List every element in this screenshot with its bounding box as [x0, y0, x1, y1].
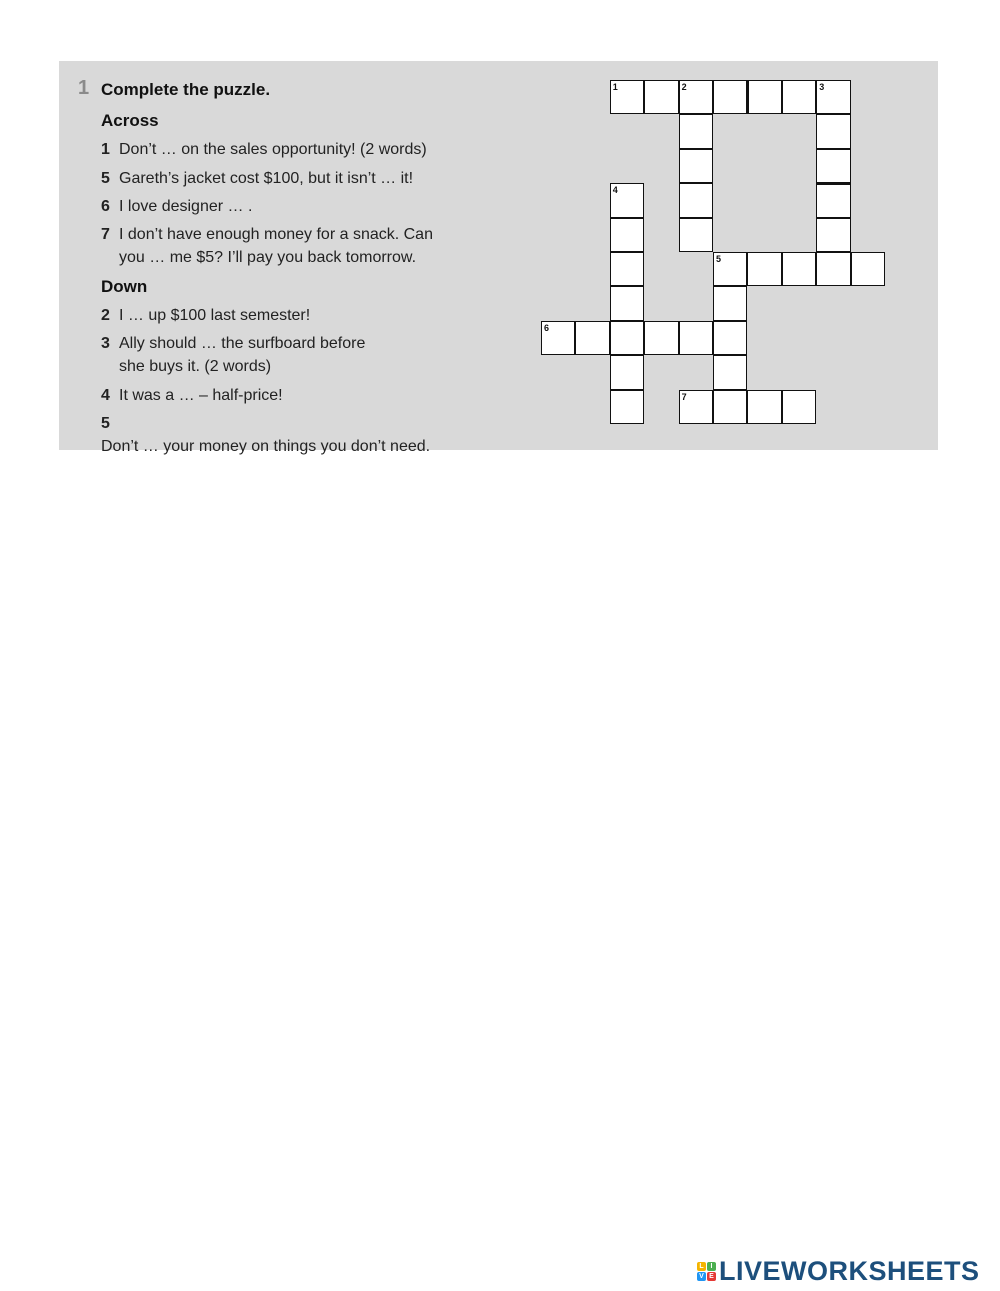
clue-text: I love designer … . [119, 198, 253, 215]
crossword-cell[interactable] [610, 183, 644, 217]
clue-number: 5 [101, 170, 110, 187]
cell-number: 1 [612, 82, 618, 92]
exercise-title: Complete the puzzle. [101, 80, 271, 99]
down-clue [101, 412, 461, 458]
clue-number: 7 [101, 226, 110, 243]
clue-number: 6 [101, 198, 110, 215]
exercise-panel [59, 61, 938, 455]
crossword-cell[interactable] [747, 390, 781, 424]
clue-number: 5 [101, 415, 110, 432]
clue-number: 1 [101, 141, 110, 158]
crossword-cell[interactable] [816, 183, 850, 217]
across-clue [101, 167, 461, 190]
logo-square: V [697, 1272, 706, 1281]
crossword-cell[interactable] [713, 355, 747, 389]
clue-text: I don’t have enough money for a snack. Can you … me $5? I’ll pay you back tomorrow. [119, 226, 433, 266]
logo-square: E [707, 1272, 716, 1281]
crossword-cell[interactable] [644, 321, 678, 355]
clue-text: Gareth’s jacket cost $100, but it isn’t … it! [119, 170, 414, 187]
crossword-cell[interactable] [713, 321, 747, 355]
crossword-cell[interactable] [679, 390, 713, 424]
clue-text: Don’t … on the sales opportunity! (2 words) [119, 141, 427, 158]
clue-text: Ally should … the surfboard before she buys it. (2 words) [119, 335, 366, 375]
crossword-cell[interactable] [816, 149, 850, 183]
crossword-cell[interactable] [782, 390, 816, 424]
cell-number: 2 [681, 82, 687, 92]
across-heading: Across [101, 111, 159, 130]
crossword-cell[interactable] [575, 321, 609, 355]
crossword-cell[interactable] [610, 355, 644, 389]
crossword-cell[interactable] [713, 286, 747, 320]
crossword-cell[interactable] [747, 252, 781, 286]
crossword-cell[interactable] [610, 80, 644, 114]
crossword-cell[interactable] [610, 390, 644, 424]
crossword-cell[interactable] [782, 252, 816, 286]
crossword-cell[interactable] [541, 321, 575, 355]
crossword-cell[interactable] [851, 252, 885, 286]
cell-number: 4 [612, 185, 618, 196]
crossword-cell[interactable] [816, 218, 850, 252]
crossword-cell[interactable] [782, 80, 816, 114]
down-clue [101, 332, 461, 378]
crossword-cell[interactable] [610, 218, 644, 252]
crossword-cell[interactable] [610, 286, 644, 320]
crossword-cell[interactable] [679, 218, 713, 252]
crossword-cell[interactable] [713, 390, 747, 424]
crossword-cell[interactable] [679, 80, 713, 114]
cell-number: 6 [544, 322, 550, 333]
across-clue [101, 195, 461, 218]
clue-number: 3 [101, 335, 110, 352]
down-clue [101, 304, 461, 327]
crossword-cell[interactable] [644, 80, 678, 114]
across-clue [101, 223, 461, 269]
logo-square: I [707, 1262, 716, 1271]
logo-square: L [697, 1262, 706, 1271]
crossword-cell[interactable] [816, 80, 850, 114]
across-clue [101, 138, 461, 161]
exercise-number: 1 [78, 77, 90, 99]
crossword-cell[interactable] [679, 149, 713, 183]
logo-text: LIVEWORKSHEETS [719, 1255, 980, 1286]
cell-number: 7 [681, 391, 687, 402]
cell-number: 3 [819, 82, 825, 92]
crossword-cell[interactable] [713, 252, 747, 286]
crossword-cell[interactable] [610, 321, 644, 355]
liveworksheets-logo [697, 1257, 980, 1285]
clue-text: It was a … – half-price! [119, 387, 283, 404]
crossword-cell[interactable] [679, 183, 713, 217]
word-break-line [816, 182, 850, 185]
down-clue [101, 384, 461, 407]
clue-number: 2 [101, 307, 110, 324]
crossword-cell[interactable] [610, 252, 644, 286]
crossword-cell[interactable] [679, 321, 713, 355]
down-heading: Down [101, 277, 148, 296]
clue-text: Don’t … your money on things you don’t need. [101, 438, 431, 455]
crossword-cell[interactable] [679, 114, 713, 148]
crossword-cell[interactable] [713, 80, 747, 114]
crossword-cell[interactable] [816, 252, 850, 286]
crossword-cell[interactable] [747, 80, 781, 114]
word-break-line [746, 80, 749, 114]
clue-text: I … up $100 last semester! [119, 307, 311, 324]
clue-number: 4 [101, 387, 110, 404]
crossword-cell[interactable] [816, 114, 850, 148]
cell-number: 5 [716, 254, 722, 264]
logo-icon [697, 1262, 716, 1281]
